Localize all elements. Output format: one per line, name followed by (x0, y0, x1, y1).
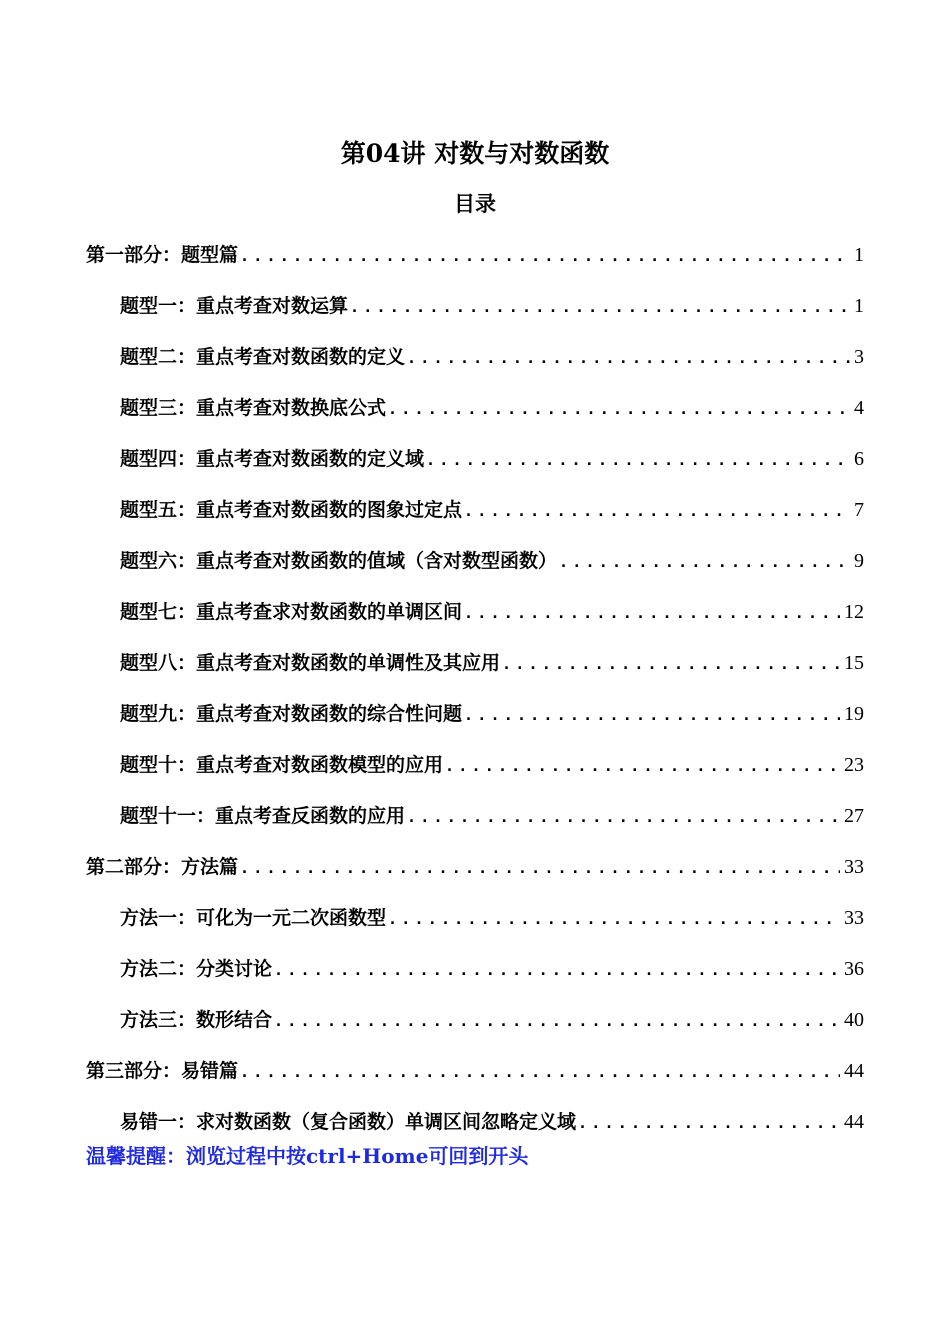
toc-entry-method-1[interactable] (120, 901, 864, 935)
toc-entry-page: 12 (844, 601, 864, 623)
toc-entry-page: 1 (854, 244, 864, 266)
toc-entry-type-6[interactable] (120, 544, 864, 578)
toc-leader-dots (407, 341, 850, 375)
toc-entry-method-2[interactable] (120, 952, 864, 986)
toc-entry-page: 33 (844, 907, 864, 929)
toc-entry-label: 题型七：重点考查求对数函数的单调区间 (120, 601, 463, 623)
toc-leader-dots (407, 800, 840, 834)
toc-entry-label: 方法三：数形结合 (120, 1009, 273, 1031)
toc-entry-page: 6 (854, 448, 864, 470)
toc-entry-type-1[interactable] (120, 289, 864, 323)
toc-leader-dots (464, 698, 840, 732)
toc-entry-label: 题型一：重点考查对数运算 (120, 295, 349, 317)
toc-entry-label: 易错一：求对数函数（复合函数）单调区间忽略定义域 (120, 1111, 577, 1133)
toc-entry-label: 第一部分：题型篇 (86, 244, 239, 266)
toc-entry-label: 题型三：重点考查对数换底公式 (120, 397, 387, 419)
toc-entry-label: 方法二：分类讨论 (120, 958, 273, 980)
toc-leader-dots (240, 1055, 840, 1089)
toc-entry-type-3[interactable] (120, 391, 864, 425)
toc-entry-page: 44 (844, 1111, 864, 1133)
toc-entry-label: 题型十一：重点考查反函数的应用 (120, 805, 406, 827)
toc-entry-page: 9 (854, 550, 864, 572)
toc-entry-label: 题型四：重点考查对数函数的定义域 (120, 448, 425, 470)
toc-entry-type-11[interactable] (120, 799, 864, 833)
toc-entry-label: 题型九：重点考查对数函数的综合性问题 (120, 703, 463, 725)
toc-entry-page: 36 (844, 958, 864, 980)
toc-entry-page: 7 (854, 499, 864, 521)
toc-entry-page: 3 (854, 346, 864, 368)
toc-entry-type-5[interactable] (120, 493, 864, 527)
toc-entry-part-1[interactable] (86, 238, 864, 272)
toc-leader-dots (388, 902, 840, 936)
toc-heading: 目录 (454, 191, 496, 216)
toc-entry-page: 1 (854, 295, 864, 317)
toc-entry-mistake-1[interactable] (120, 1105, 864, 1139)
toc-entry-label: 第三部分：易错篇 (86, 1060, 239, 1082)
toc-entry-page: 33 (844, 856, 864, 878)
toc-leader-dots (464, 596, 840, 630)
toc-entry-label: 题型十：重点考查对数函数模型的应用 (120, 754, 444, 776)
toc-leader-dots (502, 647, 840, 681)
toc-entry-label: 题型五：重点考查对数函数的图象过定点 (120, 499, 463, 521)
toc-leader-dots (388, 392, 850, 426)
toc-entry-label: 题型二：重点考查对数函数的定义 (120, 346, 406, 368)
toc-entry-page: 19 (844, 703, 864, 725)
toc-entry-page: 23 (844, 754, 864, 776)
toc-leader-dots (274, 1004, 840, 1038)
toc-entry-type-2[interactable] (120, 340, 864, 374)
toc-leader-dots (240, 239, 850, 273)
toc-leader-dots (464, 494, 850, 528)
toc-entry-type-4[interactable] (120, 442, 864, 476)
toc-entry-label: 题型八：重点考查对数函数的单调性及其应用 (120, 652, 501, 674)
toc-leader-dots (426, 443, 850, 477)
toc-entry-part-3[interactable] (86, 1054, 864, 1088)
toc-entry-method-3[interactable] (120, 1003, 864, 1037)
toc-leader-dots (578, 1106, 840, 1140)
toc-entry-type-9[interactable] (120, 697, 864, 731)
toc-entry-type-7[interactable] (120, 595, 864, 629)
toc-leader-dots (274, 953, 840, 987)
toc-entry-page: 4 (854, 397, 864, 419)
toc-leader-dots (240, 851, 840, 885)
toc-entry-label: 第二部分：方法篇 (86, 856, 239, 878)
toc-entry-page: 27 (844, 805, 864, 827)
toc-entry-page: 15 (844, 652, 864, 674)
navigation-reminder: 温馨提醒：浏览过程中按ctrl+Home可回到开头 (86, 1144, 529, 1168)
toc-leader-dots (445, 749, 840, 783)
toc-entry-type-8[interactable] (120, 646, 864, 680)
toc-entry-page: 44 (844, 1060, 864, 1082)
toc-entry-part-2[interactable] (86, 850, 864, 884)
toc-entry-type-10[interactable] (120, 748, 864, 782)
toc-leader-dots (559, 545, 850, 579)
toc-entry-label: 题型六：重点考查对数函数的值域（含对数型函数） (120, 550, 558, 572)
toc-entry-page: 40 (844, 1009, 864, 1031)
toc-leader-dots (350, 290, 850, 324)
toc-entry-label: 方法一：可化为一元二次函数型 (120, 907, 387, 929)
document-title: 第04讲 对数与对数函数 (340, 139, 610, 168)
